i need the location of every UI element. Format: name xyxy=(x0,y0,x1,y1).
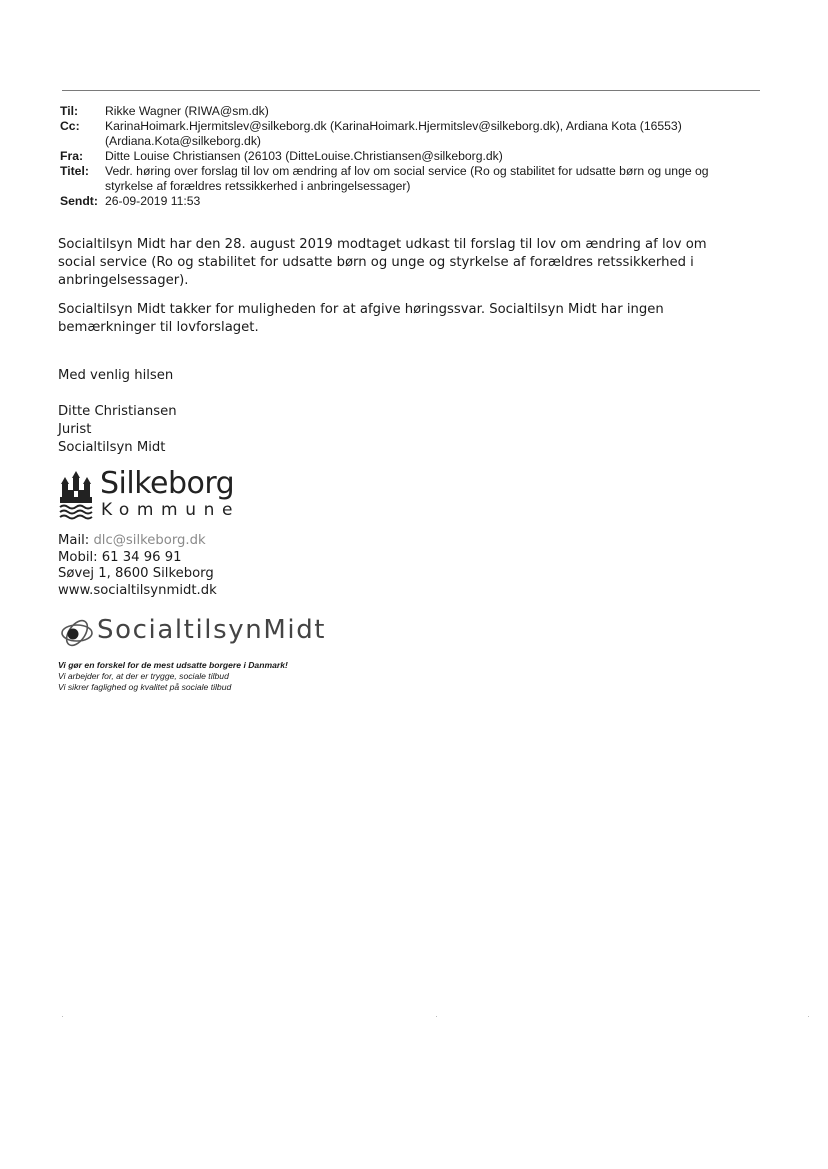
website-link[interactable]: www.socialtilsynmidt.dk xyxy=(58,582,217,598)
to-row xyxy=(60,104,765,119)
silkeborg-crest-icon xyxy=(58,470,94,520)
from-row xyxy=(60,149,765,164)
silkeborg-kommune-logo xyxy=(58,466,248,522)
cc-label: Cc: xyxy=(60,119,80,133)
to-label: Til: xyxy=(60,104,79,118)
address-line: Søvej 1, 8600 Silkeborg xyxy=(58,566,214,581)
cc-row xyxy=(60,119,765,149)
email-header xyxy=(60,104,765,209)
signature xyxy=(58,403,758,457)
scan-speck xyxy=(808,1016,809,1017)
socialtilsyn-midt-logo xyxy=(58,613,368,653)
mobile-line: Mobil: 61 34 96 91 xyxy=(58,549,182,565)
greeting: Med venlig hilsen xyxy=(58,368,174,383)
taglines xyxy=(58,660,288,693)
tagline-3: Vi sikrer faglighed og kvalitet på sociale tilbud xyxy=(58,682,232,692)
mail-label: Mail: xyxy=(58,533,90,548)
contact-block xyxy=(58,533,217,599)
silkeborg-logo-word: Silkeborg xyxy=(100,466,235,501)
from-label: Fra: xyxy=(60,149,84,163)
body-paragraph-2 xyxy=(58,301,758,337)
tagline-1: Vi gør en forskel for de mest udsatte borgere i Danmark! xyxy=(58,660,288,670)
mail-line xyxy=(58,533,217,550)
signature-role: Jurist xyxy=(58,422,92,437)
title-row xyxy=(60,164,765,194)
mail-link[interactable]: dlc@silkeborg.dk xyxy=(93,533,206,548)
title-label: Titel: xyxy=(60,164,89,178)
signature-org: Socialtilsyn Midt xyxy=(58,440,166,455)
signature-name: Ditte Christiansen xyxy=(58,404,177,419)
socialtilsyn-emblem-icon xyxy=(58,616,96,650)
body-paragraph-1 xyxy=(58,236,758,290)
scan-speck xyxy=(436,1016,437,1017)
p2-line2: bemærkninger til lovforslaget. xyxy=(58,320,259,335)
title-value-line1: Vedr. høring over forslag til lov om ændring af lov om social service (Ro og stabilitet for udsatte børn og unge og xyxy=(105,164,709,178)
socialtilsyn-logo-word: SocialtilsynMidt xyxy=(97,615,327,645)
p2-line1: Socialtilsyn Midt takker for muligheden for at afgive høringssvar. Socialtilsyn Midt har ingen xyxy=(58,302,664,317)
p1-line1: Socialtilsyn Midt har den 28. august 2019 modtaget udkast til forslag til lov om ændring af lov om xyxy=(58,237,707,252)
sent-label: Sendt: xyxy=(60,194,98,208)
header-divider xyxy=(62,90,760,91)
p1-line2: social service (Ro og stabilitet for udsatte børn og unge og styrkelse af forældres retssikkerhed i xyxy=(58,255,694,270)
p1-line3: anbringelsessager). xyxy=(58,273,189,288)
kommune-logo-word: Kommune xyxy=(101,500,241,520)
cc-value-line2: (Ardiana.Kota@silkeborg.dk) xyxy=(105,134,261,148)
sent-value: 26-09-2019 11:53 xyxy=(105,194,201,208)
tagline-2: Vi arbejder for, at der er trygge, sociale tilbud xyxy=(58,671,229,681)
scan-speck xyxy=(62,1016,63,1017)
cc-value-line1: KarinaHoimark.Hjermitslev@silkeborg.dk (KarinaHoimark.Hjermitslev@silkeborg.dk), Ardiana Kota (16553) xyxy=(105,119,682,133)
sent-row xyxy=(60,194,765,209)
from-value: Ditte Louise Christiansen (26103 (DitteLouise.Christiansen@silkeborg.dk) xyxy=(105,149,503,163)
to-value: Rikke Wagner (RIWA@sm.dk) xyxy=(105,104,269,118)
title-value-line2: styrkelse af forældres retssikkerhed i anbringelsessager) xyxy=(105,179,411,193)
